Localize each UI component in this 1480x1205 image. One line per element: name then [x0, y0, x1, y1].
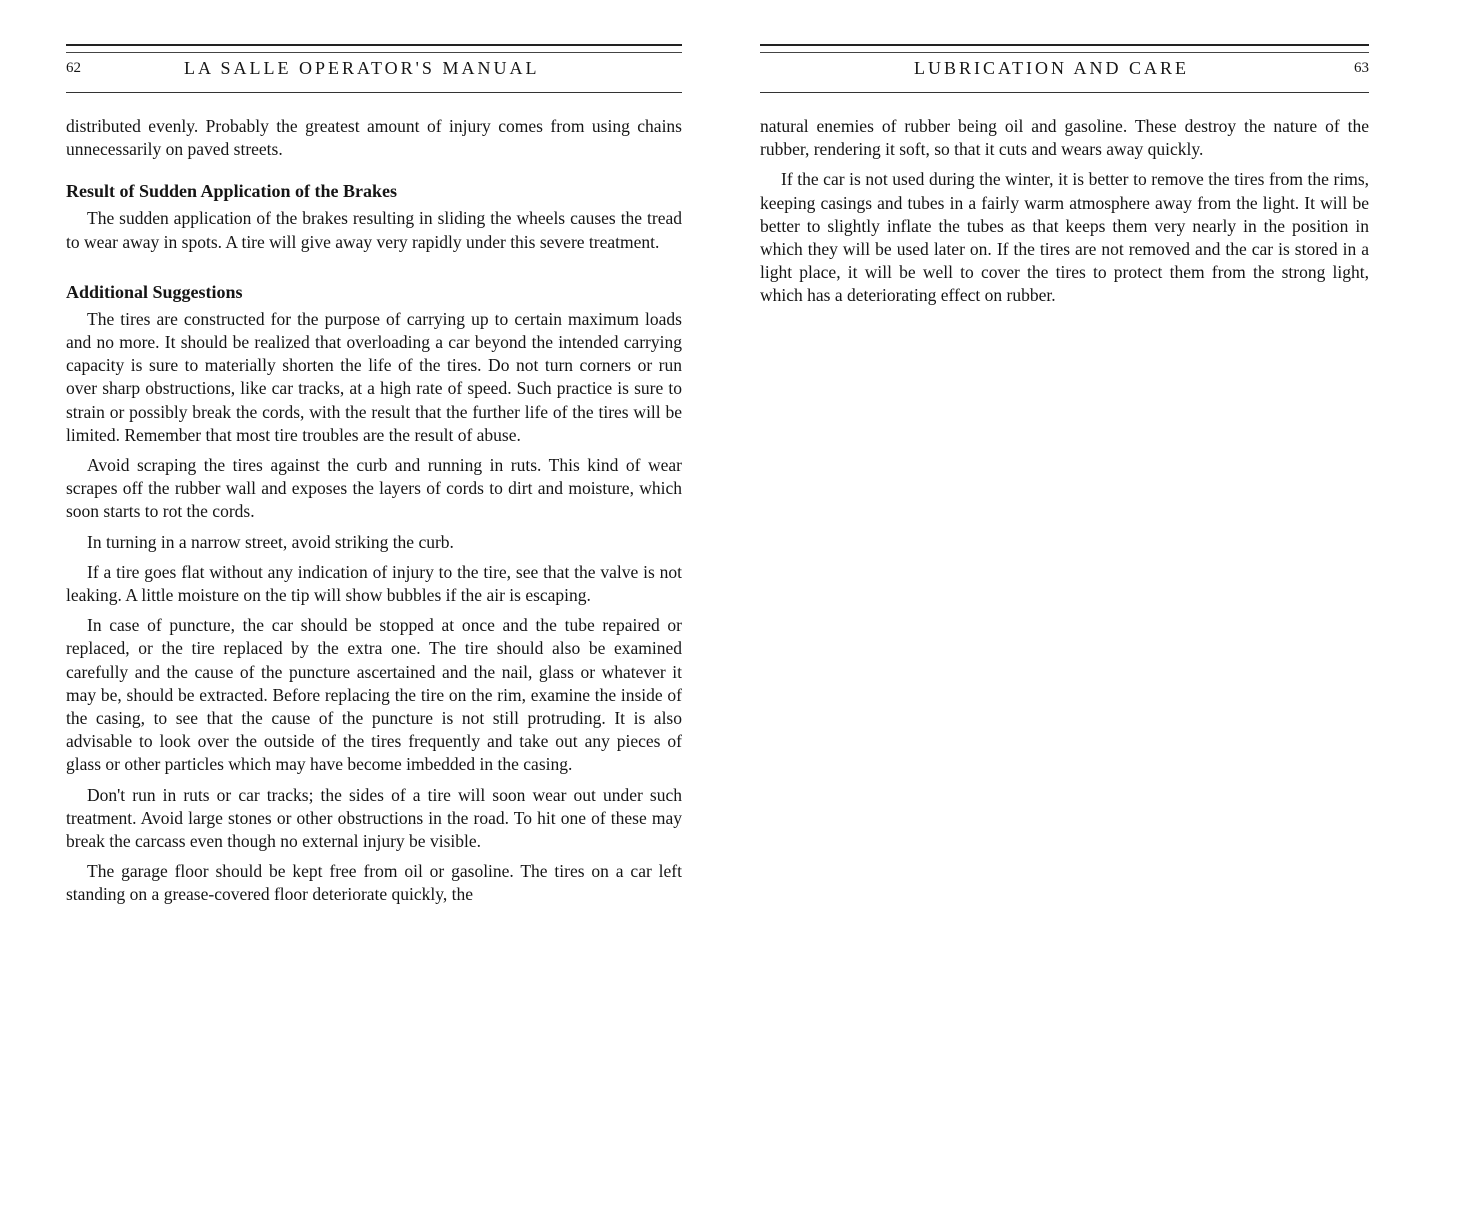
page-number: 63 — [1354, 60, 1369, 76]
continuation-paragraph: distributed evenly. Probably the greatest amount of injury comes from using chains unnecessarily on paved streets. — [66, 116, 682, 160]
section-heading-suggestions: Additional Suggestions — [66, 281, 243, 302]
paragraph: The sudden application of the brakes resulting in sliding the wheels causes the tread to wear away in spots. A tire will give away very rapidly under this severe treatment. — [66, 208, 682, 252]
header-double-rule — [760, 44, 1369, 53]
continuation-paragraph: natural enemies of rubber being oil and gasoline. These destroy the nature of the rubber, rendering it soft, so that it cuts and wears away quickly. — [760, 116, 1369, 160]
header-bottom-rule — [66, 92, 682, 93]
running-header — [66, 58, 682, 82]
paragraph: The tires are constructed for the purpose of carrying up to certain maximum loads and no more. It should be realized that overloading a car beyond the intended carrying capacity is sure to materially shorten the life of the tires. Do not turn corners or run over sharp obstructions, like car tracks, at a high rate of speed. Such practice is sure to strain or possibly break the cords, with the result that the further life of the tires will be limited. Remember that most tire troubles are the result of abuse. — [66, 308, 682, 445]
paragraph: In case of puncture, the car should be stopped at once and the tube repaired or replaced, or the tire replaced by the extra one. The tire should also be examined carefully and the cause of the puncture ascertained and the nail, glass or whatever it may be, should be extracted. Before replacing the tire on the rim, examine the inside of the casing, to see that the cause of the puncture is not still protruding. It is also advisable to look over the outside of the tires frequently and take out any pieces of glass or other particles which may have become imbedded in the casing. — [66, 615, 682, 775]
left-page — [66, 0, 682, 1205]
page-body — [66, 115, 682, 914]
paragraph: If the car is not used during the winter, it is better to remove the tires from the rims, keeping casings and tubes in a fairly warm atmosphere away from the light. It will be better to slightly inflate the tubes as that keeps them very nearly in the position in which they will be used later on. If the tires are not removed and the car is stored in a light place, it will be well to cover the tires to protect them from the strong light, which has a deteriorating effect on rubber. — [760, 169, 1369, 306]
header-double-rule — [66, 44, 682, 53]
running-head-title: LA SALLE OPERATOR'S MANUAL — [184, 58, 540, 78]
paragraph: The garage floor should be kept free from oil or gasoline. The tires on a car left standing on a grease-covered floor deteriorate quickly, the — [66, 861, 682, 905]
right-page — [760, 0, 1369, 1205]
paragraph: In turning in a narrow street, avoid striking the curb. — [87, 531, 454, 552]
paragraph: Don't run in ruts or car tracks; the sides of a tire will soon wear out under such treatment. Avoid large stones or other obstructions in the road. To hit one of these may break the carcass even though no external injury be visible. — [66, 784, 682, 852]
running-header — [760, 58, 1369, 82]
page-number: 62 — [66, 60, 81, 76]
paragraph: If a tire goes flat without any indication of injury to the tire, see that the valve is not leaking. A little moisture on the tip will show bubbles if the air is escaping. — [66, 561, 682, 606]
running-head-title: LUBRICATION AND CARE — [914, 58, 1190, 78]
section-heading-brakes: Result of Sudden Application of the Brakes — [66, 181, 398, 202]
paragraph: Avoid scraping the tires against the curb and running in ruts. This kind of wear scrapes off the rubber wall and exposes the layers of cords to dirt and moisture, which soon starts to rot the cords. — [66, 455, 682, 522]
header-bottom-rule — [760, 92, 1369, 93]
page-body — [760, 115, 1369, 315]
